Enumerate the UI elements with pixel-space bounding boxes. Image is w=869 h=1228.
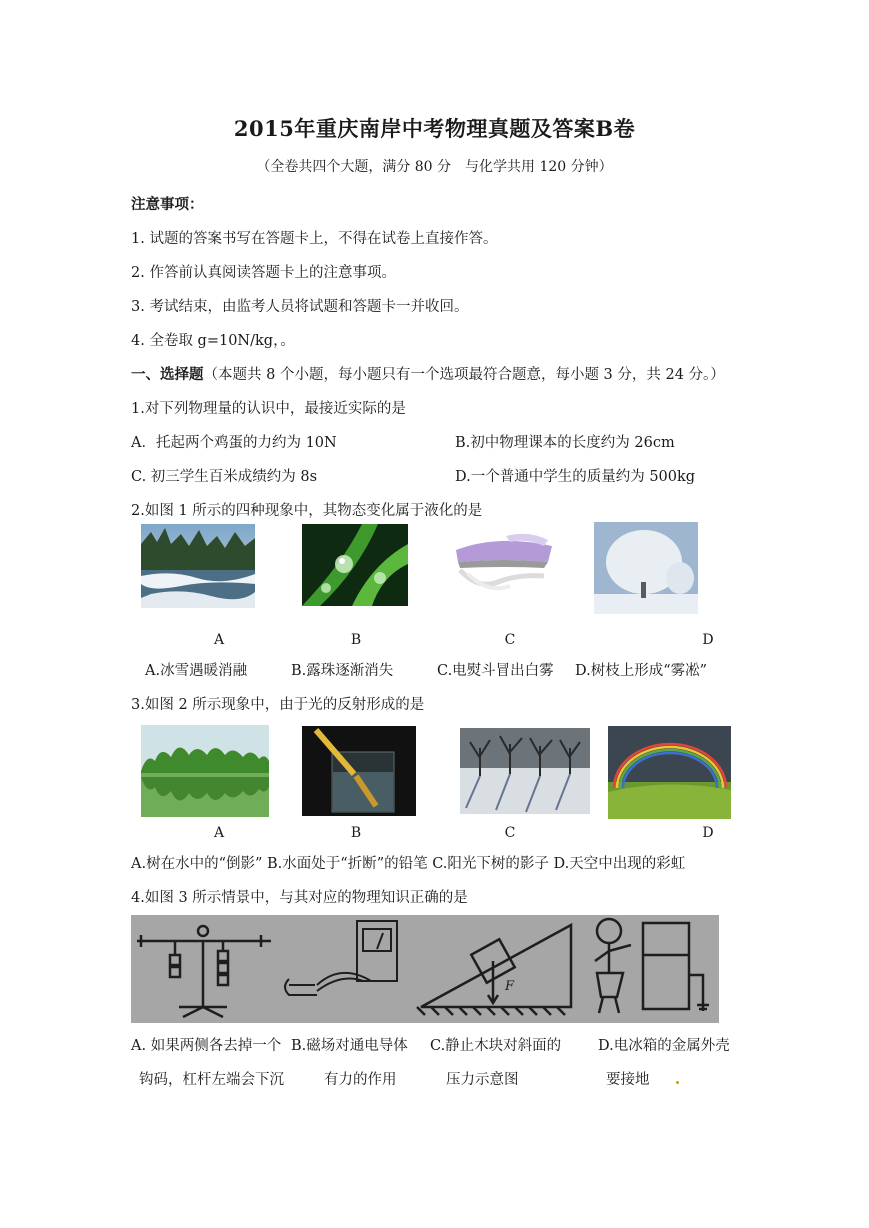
tree-shadow-image — [460, 728, 590, 814]
q3-stem: 3.如图 2 所示现象中，由于光的反射形成的是 — [131, 697, 425, 713]
q3-captions: A.树在水中的“倒影” B.水面处于“折断”的铅笔 C.阳光下树的影子 D.天空中出现的彩虹 — [131, 856, 686, 872]
q2-caption-b: B.露珠逐渐消失 — [291, 663, 394, 679]
tree-reflection-image — [141, 725, 269, 817]
notice-item: 3. 考试结束，由监考人员将试题和答题卡一并收回。 — [131, 299, 469, 315]
section1-heading: 一、选择题 — [131, 366, 204, 383]
rime-tree-image — [594, 522, 698, 614]
section1-header — [131, 363, 725, 384]
q1-option-c: C. 初三学生百米成绩约为 8s — [131, 469, 318, 485]
q2-label-a: A — [213, 632, 225, 648]
q2-label-c: C — [504, 632, 516, 648]
q2-label-d: D — [702, 632, 714, 648]
notice-item: 1. 试题的答案书写在答题卡上，不得在试卷上直接作答。 — [131, 231, 498, 247]
q3-label-d: D — [702, 825, 714, 841]
q4-option-d-line1: D.电冰箱的金属外壳 — [598, 1038, 730, 1054]
q4-option-a-line1: A. 如果两侧各去掉一个 — [131, 1038, 282, 1054]
melting-snow-image — [141, 524, 255, 608]
q1-option-b: B.初中物理课本的长度约为 26cm — [455, 435, 675, 451]
q1-stem: 1.对下列物理量的认识中，最接近实际的是 — [131, 401, 406, 417]
steam-iron-image — [448, 528, 560, 596]
q3-label-b: B — [350, 825, 362, 841]
section1-desc: （本题共 8 个小题，每小题只有一个选项最符合题意，每小题 3 分，共 24 分。） — [203, 367, 725, 383]
q1-option-d: D.一个普通中学生的质量约为 500kg — [455, 469, 696, 485]
bent-pencil-image — [302, 726, 416, 816]
notice-item: 4. 全卷取 g=10N/kg，。 — [131, 333, 295, 349]
page-title: 2015年重庆南岸中考物理真题及答案B卷 — [233, 116, 636, 141]
q3-label-c: C — [504, 825, 516, 841]
figure-3-image — [131, 915, 719, 1023]
rainbow-image — [608, 726, 731, 819]
q2-caption-c: C.电熨斗冒出白雾 — [437, 663, 554, 679]
q4-stem: 4.如图 3 所示情景中，与其对应的物理知识正确的是 — [131, 890, 468, 906]
q4-option-a-line2: 钩码，杠杆左端会下沉 — [139, 1072, 284, 1088]
q2-caption-d: D.树枝上形成“雾凇” — [575, 663, 708, 679]
q3-label-a: A — [213, 825, 225, 841]
page-subtitle: （全卷共四个大题，满分 80 分 与化学共用 120 分钟） — [256, 159, 613, 175]
dew-drops-image — [302, 524, 408, 606]
stray-mark — [676, 1081, 679, 1084]
q4-option-c-line1: C.静止木块对斜面的 — [430, 1038, 562, 1054]
q4-option-b-line1: B.磁场对通电导体 — [291, 1038, 408, 1054]
q4-option-d-line2: 要接地 — [606, 1072, 650, 1088]
force-label: F — [505, 979, 515, 994]
q4-option-b-line2: 有力的作用 — [324, 1072, 397, 1088]
notice-heading: 注意事项： — [131, 196, 204, 213]
q2-stem: 2.如图 1 所示的四种现象中，其物态变化属于液化的是 — [131, 503, 483, 519]
q1-option-a: A．托起两个鸡蛋的力约为 10N — [131, 435, 337, 451]
q2-label-b: B — [350, 632, 362, 648]
q2-caption-a: A.冰雪遇暖消融 — [145, 663, 248, 679]
notice-item: 2. 作答前认真阅读答题卡上的注意事项。 — [131, 265, 396, 281]
q4-option-c-line2: 压力示意图 — [446, 1072, 519, 1088]
